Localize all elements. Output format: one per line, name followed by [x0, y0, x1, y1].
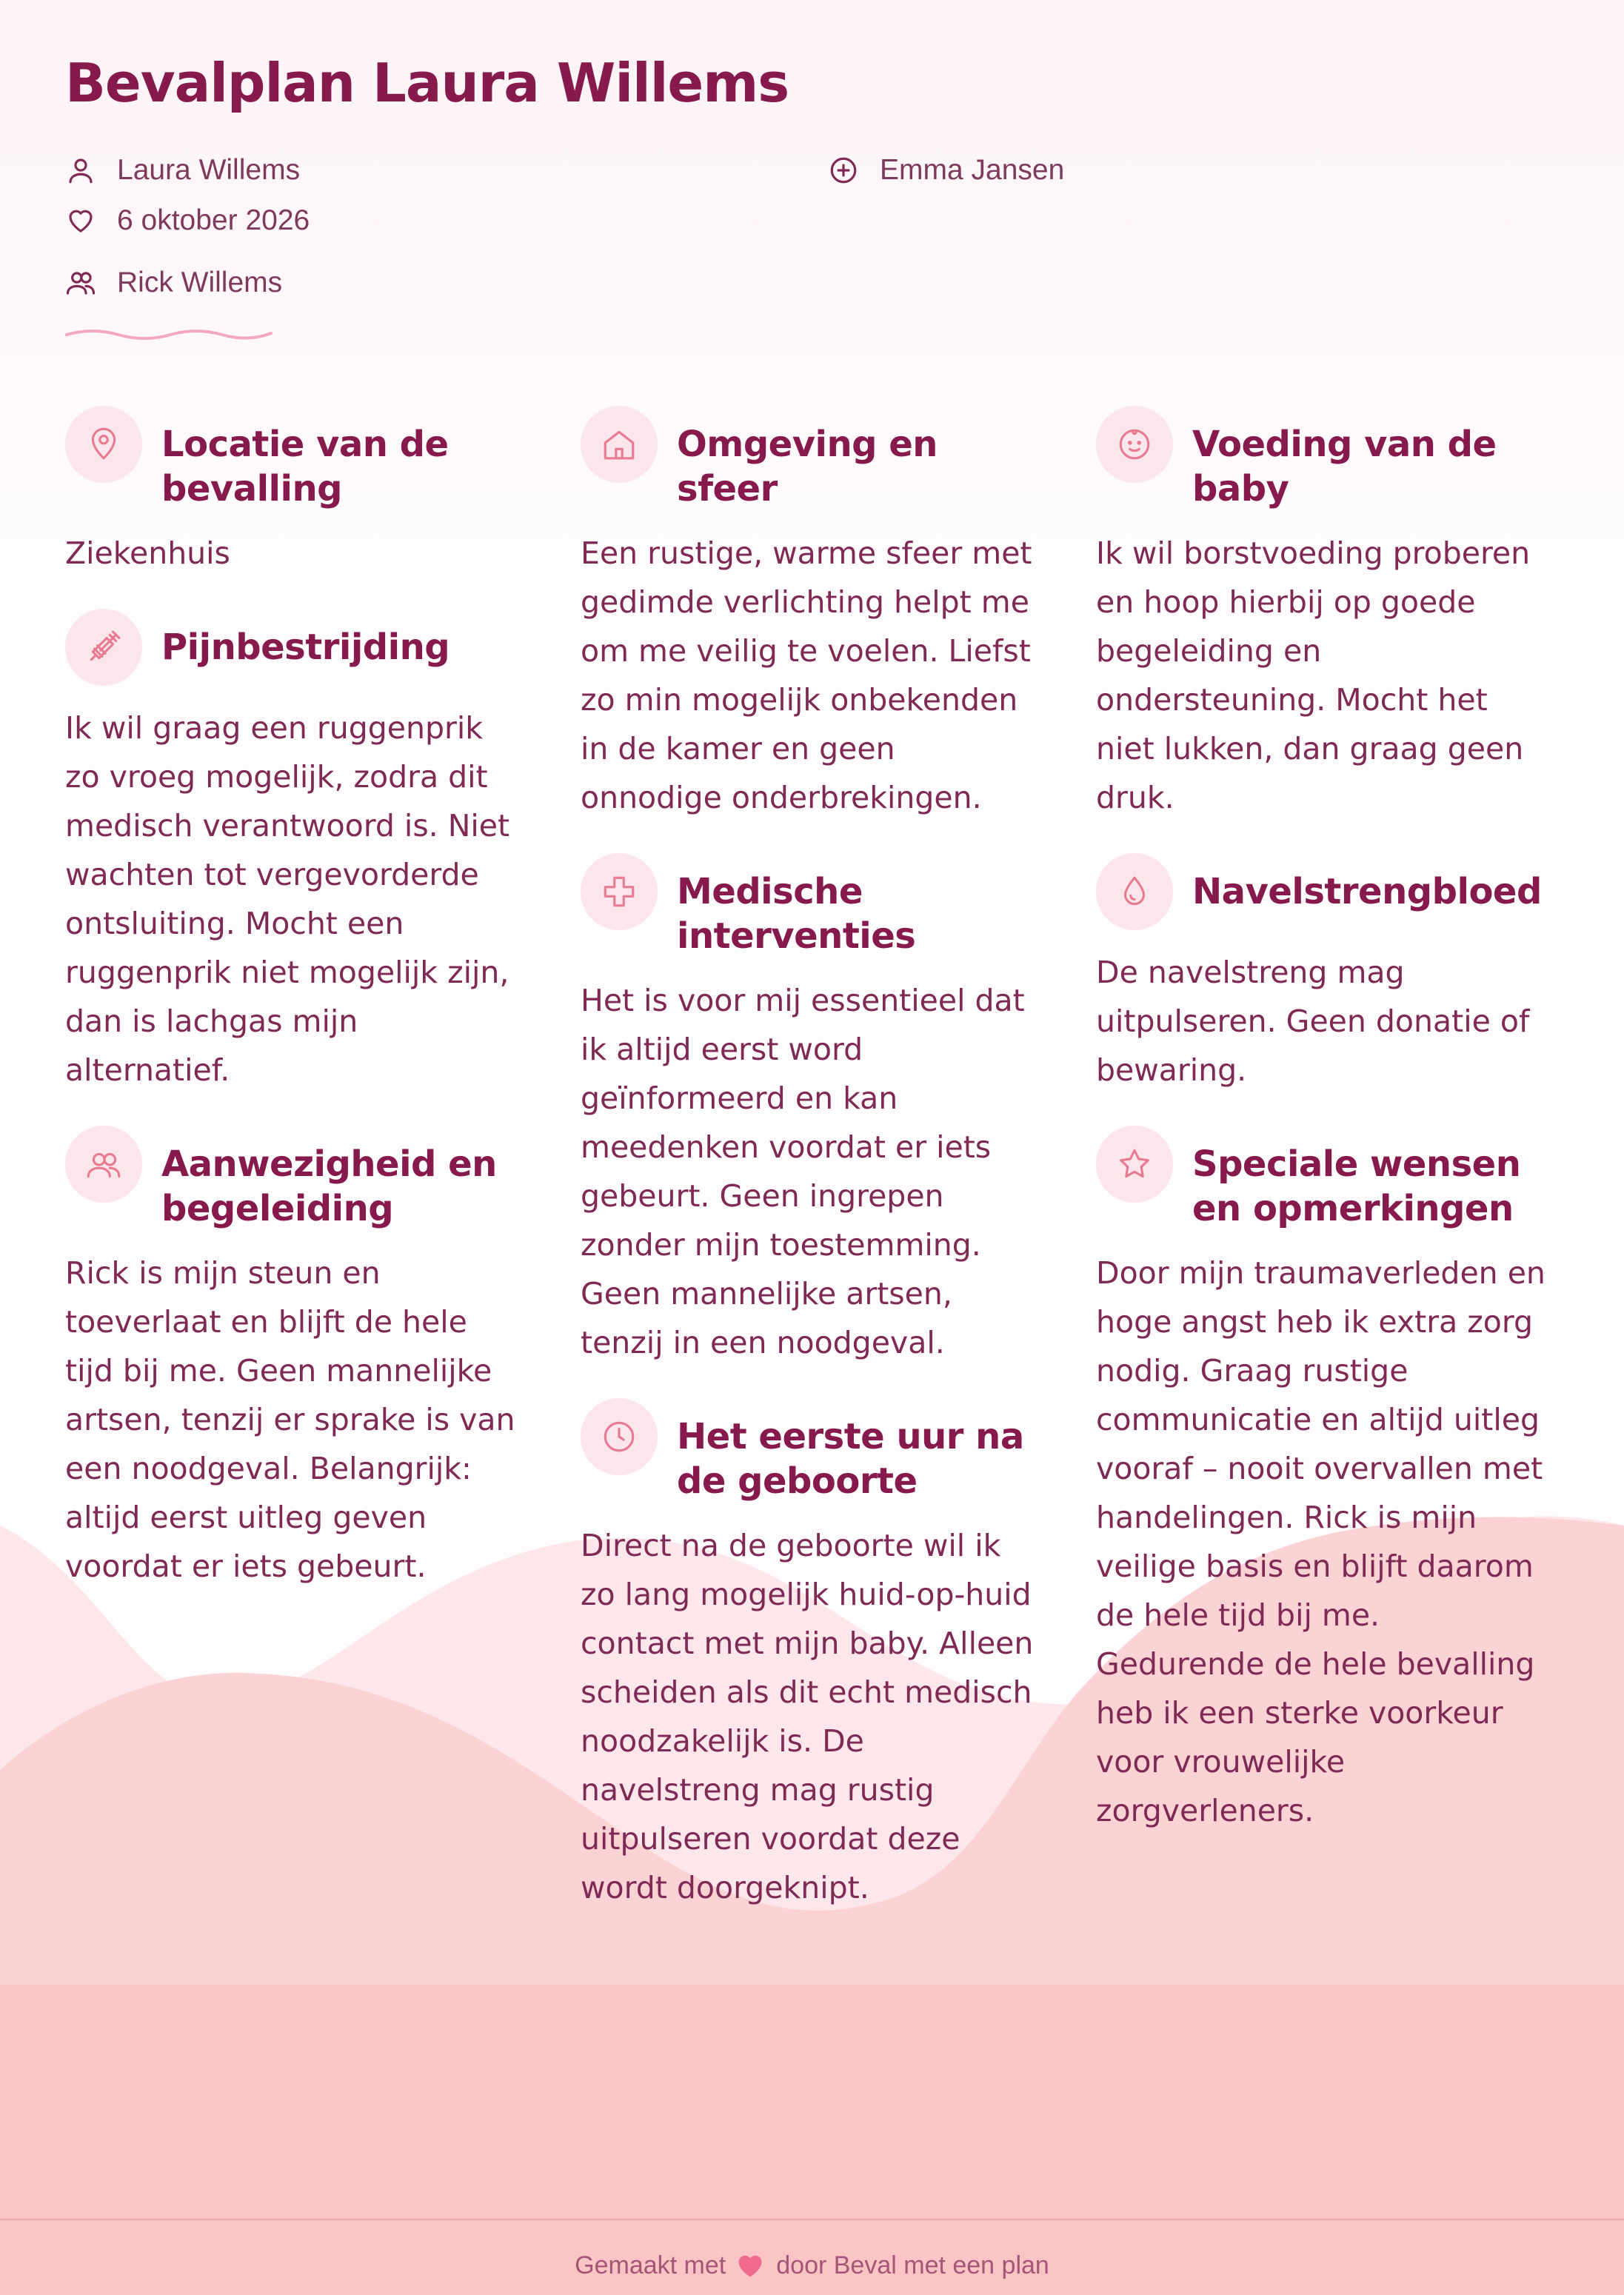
section-environment	[581, 406, 1040, 822]
section-medical	[581, 853, 1040, 1367]
section-pain-relief	[65, 609, 524, 1095]
footer-brand: door Beval met een plan	[776, 2251, 1049, 2279]
drop-icon	[1116, 873, 1153, 910]
section-text: Ik wil borstvoeding proberen en hoop hierbij op goede begeleiding en ondersteuning. Mocht het niet lukken, dan graag geen druk.	[1096, 535, 1531, 815]
section-title: Speciale wensen en opmerkingen	[1192, 1143, 1521, 1229]
footer	[0, 2251, 1624, 2280]
section-title: Medische interventies	[677, 871, 916, 957]
section-text: Het is voor mij essentieel dat ik altijd eerst word geïnformeerd en kan meedenken voordat er iets gebeurt. Geen ingrepen zonder mijn toestemming. Geen mannelijke artsen, tenzij in een noodgeval.	[581, 983, 1025, 1360]
people-icon	[85, 1146, 122, 1183]
section-text: Een rustige, warme sfeer met gedimde verlichting helpt me om me veilig te voelen. Liefst zo min mogelijk onbekenden in de kamer en geen onnodige onderbrekingen.	[581, 535, 1032, 815]
column-middle	[581, 406, 1040, 1943]
meta-partner	[65, 267, 282, 299]
section-text: Direct na de geboorte wil ik zo lang mogelijk huid-op-huid contact met mijn baby. Alleen scheiden als dit echt medisch noodzakelijk is. De navelstreng mag rustig uitpulseren voordat deze wordt doorgeknipt.	[581, 1528, 1034, 1905]
meta-due-date	[65, 204, 310, 237]
page-title: Bevalplan Laura Willems	[65, 52, 789, 114]
section-title: Aanwezigheid en begeleiding	[161, 1143, 497, 1229]
heart-outline-icon	[65, 205, 96, 236]
clock-icon	[601, 1418, 638, 1455]
users-icon	[65, 267, 96, 298]
location-pin-icon	[85, 426, 122, 463]
syringe-icon	[85, 629, 122, 666]
section-title: Locatie van de bevalling	[161, 424, 449, 510]
partner-name: Rick Willems	[117, 267, 283, 298]
midwife-name: Emma Jansen	[880, 154, 1065, 186]
section-title: Voeding van de baby	[1192, 424, 1497, 510]
meta-mother	[65, 154, 300, 187]
section-title: Het eerste uur na de geboorte	[677, 1416, 1024, 1502]
section-special-wishes	[1096, 1126, 1555, 1835]
section-text: Door mijn traumaverleden en hoge angst heb ik extra zorg nodig. Graag rustige communicatie en altijd uitleg vooraf – nooit overvallen met handelingen. Rick is mijn veilige basis en blijft daarom de hele tijd bij me. Gedurende de hele bevalling heb ik een sterke voorkeur voor vrouwelijke zorgverleners.	[1096, 1255, 1546, 1828]
footer-made-with: Gemaakt met	[575, 2251, 726, 2279]
section-title: Omgeving en sfeer	[677, 424, 938, 510]
medical-cross-icon	[601, 873, 638, 910]
section-title: Navelstrengbloed	[1192, 871, 1542, 912]
section-title: Pijnbestrijding	[161, 627, 450, 668]
home-icon	[601, 426, 638, 463]
plus-circle-icon	[828, 155, 859, 186]
mother-name: Laura Willems	[117, 154, 301, 186]
column-right	[1096, 406, 1555, 1866]
column-left	[65, 406, 524, 1622]
section-text: Ziekenhuis	[65, 535, 230, 571]
person-icon	[65, 155, 96, 186]
section-location	[65, 406, 524, 578]
section-text: Rick is mijn steun en toeverlaat en blijft de hele tijd bij me. Geen mannelijke artsen, tenzij er sprake is van een noodgeval. Belangrijk: altijd eerst uitleg geven voordat er iets gebeurt.	[65, 1255, 515, 1584]
due-date: 6 oktober 2026	[117, 204, 310, 236]
section-presence	[65, 1126, 524, 1591]
section-text: De navelstreng mag uitpulseren. Geen donatie of bewaring.	[1096, 955, 1530, 1088]
star-icon	[1116, 1146, 1153, 1183]
baby-face-icon	[1116, 426, 1153, 463]
footer-divider	[0, 2219, 1624, 2220]
section-cord-blood	[1096, 853, 1555, 1095]
section-feeding	[1096, 406, 1555, 822]
divider-wave	[65, 326, 273, 344]
section-first-hour	[581, 1398, 1040, 1912]
heart-icon	[736, 2253, 764, 2278]
meta-midwife	[828, 154, 1064, 187]
section-text: Ik wil graag een ruggenprik zo vroeg mogelijk, zodra dit medisch verantwoord is. Niet wachten tot vergevorderde ontsluiting. Mocht een ruggenprik niet mogelijk zijn, dan is lachgas mijn alternatief.	[65, 710, 510, 1088]
